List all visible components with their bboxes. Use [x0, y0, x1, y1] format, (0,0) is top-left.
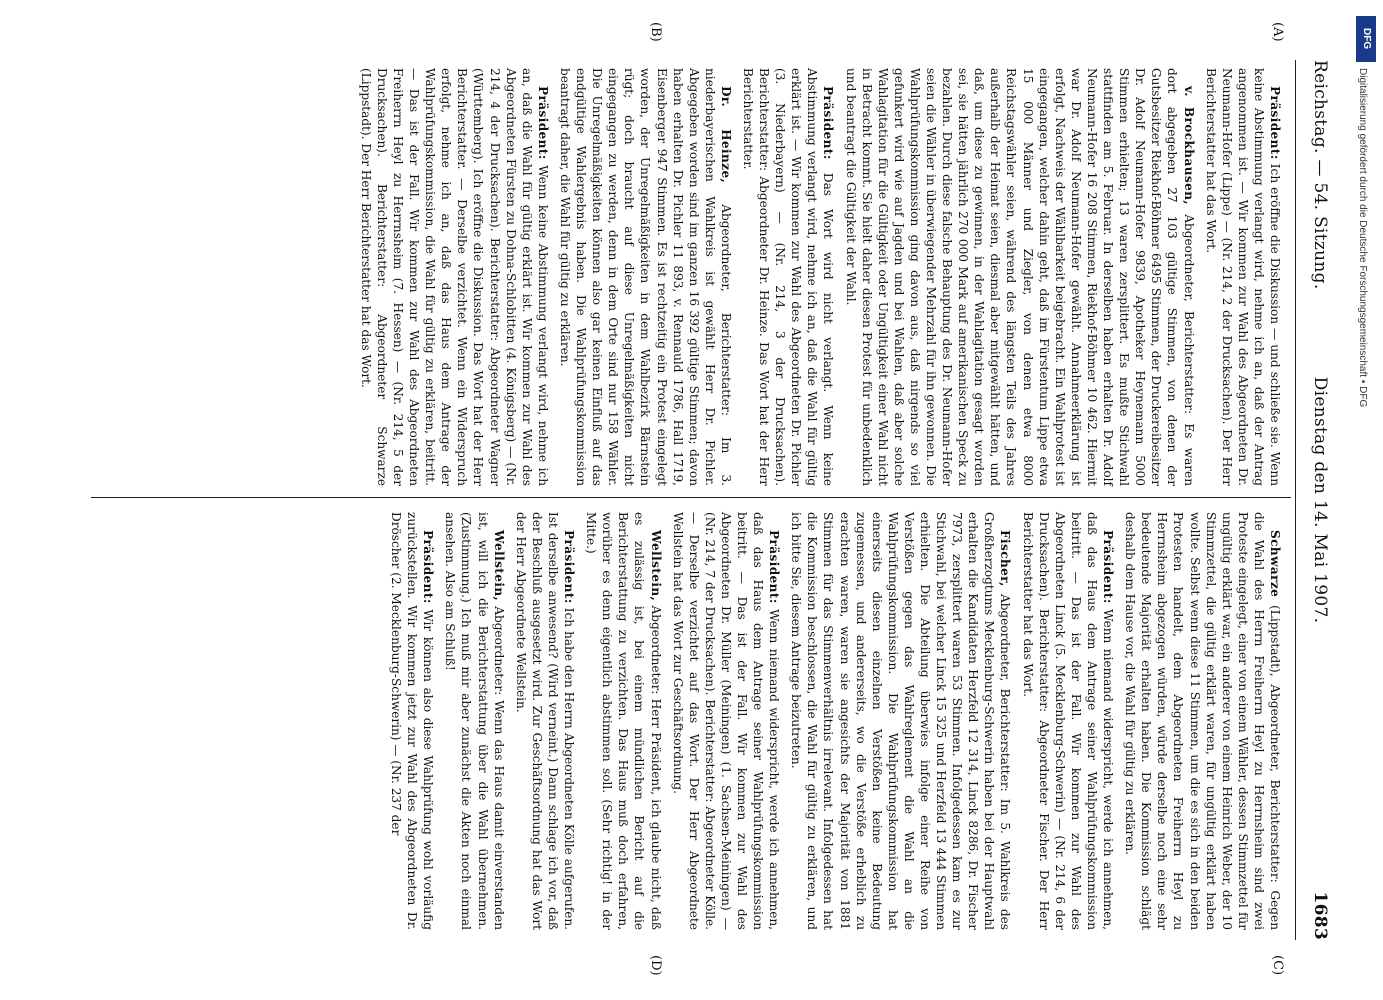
speaker-name: Fischer,: [998, 530, 1013, 587]
paragraph-text: Wenn niemand widerspricht, werde ich annehmen, daß das Haus dem Antrage seiner Wahlprüfungskommission beitritt. — Das ist der Fall. Wir kommen zur Wahl des Abgeordneten Linck (5. Mecklenburg-Schwerin) — (Nr. 214, 6 der Drucksachen). Berichterstatter: Abgeordneter Fischer. Der Herr Berichterstatter hat das Wort.: [1020, 512, 1116, 930]
paragraph: [358, 68, 551, 486]
speaker-name: Präsident:: [562, 530, 577, 604]
paragraph: [1122, 512, 1283, 930]
digitization-credit: [1353, 8, 1379, 998]
paragraph-text: Abgeordneter, Berichterstatter: Es waren dort abgegeben 27 103 gültige Stimmen, von denen der Gutsbesitzer Riekhof-Böhmer 6495 Stimmen, der Druckereibesitzer Dr. Adolf Neumann-Hofer 9839, Apotheker Heynemann 5000 Stimmen erhielten; 13 waren zersplittert. Es mußte Stichwahl stattfinden am 5. Februar. In derselben haben erhalten Dr. Adolf Neumann-Hofer 16 208 Stimmen, Riekhof-Böhmer 10 462. Hiermit war Dr. Adolf Neumann-Hofer gewählt. Annahmeerklärung ist erfolgt, Nachweis der Wählbarkeit beigebracht. Ein Wahlprotest ist eingegangen, welcher dahin geht, daß im Fürstentum Lippe etwa 15 000 Männer und Ziegler, von denen etwa 8000 Reichstagswähler seien, während des längsten Teils des Jahres außerhalb der Heimat seien, diesmal aber mitgewählt hätten, und daß, um diese zu gewinnen, in der Wahlagitation gesagt worden sei, sie hätten jährlich 270 000 Mark auf amerikanischen Speck zu bezahlen. Durch diese falsche Behauptung des Dr. Neumann-Hofer seien die Wähler in überwiegender Mehrzahl für ihn gewonnen. Die Wahlprüfungskommission ging davon aus, daß nirgends so viel gefunkert wird wie auf Jagden und bei Wahlen, daß aber solche Wahlagitation für die Gültigkeit oder Ungültigkeit einer Wahl nicht in Betracht kommt. Sie hielt daher diesen Protest für unbedenklich und beantragt die Gültigkeit der Wahl.: [843, 68, 1196, 487]
paragraph: [1203, 68, 1283, 486]
dfg-logo: DFG: [1356, 16, 1376, 62]
speaker-name: Schwarze: [1268, 530, 1282, 598]
paragraph-text: Abgeordneter: Wenn das Haus damit einverstanden ist, will ich die Berichterstattung über die Wahl übernehmen. (Zustimmung.) Ich muß mir aber zunächst die Akten noch einmal ansehen. Also am Schluß!: [443, 512, 506, 930]
paragraph: [670, 512, 783, 930]
speaker-name: Wellstein,: [491, 530, 506, 602]
paragraph: [583, 512, 663, 930]
paragraph-text: Wenn keine Abstimmung verlangt wird, nehme ich an, daß die Wahl für gültig erklärt ist. Wir kommen zur Wahl des Abgeordneten Fürsten zu Dohna-Schlobitten (4. Königsberg) — (Nr. 214, 4 der Drucksachen). Berichterstatter: Abgeordneter Wagner (Württemberg). Ich eröffne die Diskussion. Das Wort hat der Herr Berichterstatter. — Derselbe verzichtet. Wenn ein Widerspruch erfolgt, nehme ich an, daß das Haus dem Antrage der Wahlprüfungskommission, die Wahl für gültig zu erklären, beitritt. — Das ist der Fall. Wir kommen zur Wahl des Abgeordneten Freiherrn Heyl zu Herrnsheim (7. Hessen) — (Nr. 214, 5 der Drucksachen). Berichterstatter: Abgeordneter Schwarze (Lippstadt). Der Herr Berichterstatter hat das Wort.: [358, 68, 550, 486]
header-left: Reichstag. — 54. Sitzung.: [1310, 60, 1330, 290]
paragraph: [788, 512, 1013, 930]
paragraph-text: Ich habe den Herrn Abgeordneten Kölle aufgerufen. Ist derselbe anwesend? (Wird verneint.) Dann schlage ich vor, daß der Beschluß ausgesetzt wird. Zur Geschäftsordnung hat das Wort der Herr Abgeordnete Wellstein.: [513, 512, 577, 930]
margin-marker-b: (B): [648, 22, 663, 42]
right-column: [388, 512, 1283, 930]
paragraph: [557, 68, 734, 486]
header-date: Dienstag den 14. Mai 1907.: [1310, 376, 1330, 624]
speaker-name: Präsident:: [767, 530, 782, 604]
paragraph: [442, 512, 506, 930]
paragraph-text: Abgeordneter, Berichterstatter: Im 3. niederbayerischen Wahlkreis ist gewählt Herr Dr. Pichler. Abgegeben worden sind im ganzen 16 392 gültige Stimmen; davon haben erhalten Dr. Pichler 11 893, v. Rennauld 1786, Hall 1719, Eisenberger 947 Stimmen. Es ist rechtzeitig ein Protest eingelegt worden, der Unregelmäßigkeiten in dem Wahlbezirk Bärnstein rügt; doch braucht auf diese Unregelmäßigkeiten nicht eingegangen zu werden, denn in dem Orte sind nur 158 Wähler. Die Unregelmäßigkeiten können also gar keinen Einfluß auf das endgültige Wahlergebnis haben. Die Wahlprüfungskommission beantragt daher, die Wahl für gültig zu erklären.: [557, 68, 733, 486]
margin-marker-c: (C): [1270, 955, 1285, 976]
paragraph: [513, 512, 577, 930]
column-divider: [91, 497, 1291, 498]
speaker-name: v. Brockhausen,: [1181, 86, 1196, 206]
paragraph-text: Wir können also diese Wahlprüfung wohl vorläufig zurückstellen. Wir kommen jetzt zur Wahl des Abgeordneten Dr. Dröscher (2. Mecklenburg-Schwerin) — (Nr. 237 der: [389, 512, 436, 930]
paragraph: [842, 68, 1196, 486]
page-header: [1298, 60, 1338, 940]
margin-marker-d: (D): [648, 955, 663, 976]
paragraph-text: Das Wort wird nicht verlangt. Wenn keine Abstimmung verlangt wird, nehme ich an, daß die Wahl für gültig erklärt ist. — Wir kommen zur Wahl des Abgeordneten Dr. Pichler (3. Niederbayern) — (Nr. 214, 3 der Drucksachen). Berichterstatter: Abgeordneter Dr. Heinze. Das Wort hat der Herr Berichterstatter.: [741, 68, 836, 486]
paragraph-text: Wenn niemand widerspricht, werde ich annehmen, daß das Haus dem Antrage seiner Wahlprüfungskommission beitritt. — Das ist der Fall. Wir kommen zur Wahl des Abgeordneten Dr. Müller (Meiningen) (1. Sachsen-Meiningen) — (Nr. 214, 7 der Drucksachen). Berichterstatter: Abgeordneter Kölle. — Derselbe verzichtet auf das Wort. Der Herr Abgeordnete Wellstein hat das Wort zur Geschäftsordnung.: [670, 512, 782, 930]
credit-text: Digitalisierung gefördert durch die Deutsche Forschungsgemeinschaft • DFG: [1357, 68, 1368, 408]
left-column: [358, 68, 1283, 486]
paragraph-text: Abgeordneter: Herr Präsident, ich glaube nicht, daß es zulässig ist, bei einem mündlichen Bericht auf die Berichterstattung zu verzichten. Das Haus muß doch erfahren, worüber es denn eigentlich abstimmen soll. (Sehr richtig! in der Mitte.): [584, 512, 663, 930]
header-rule: [1295, 60, 1296, 940]
speaker-name: Präsident:: [1101, 530, 1116, 604]
paragraph: [740, 68, 837, 486]
paragraph-text: Ich eröffne die Diskussion — und schließe sie. Wenn keine Abstimmung verlangt wird, nehme ich an, daß der Antrag angenommen ist. — Wir kommen zur Wahl des Abgeordneten Dr. Neumann-Hofer (Lippe) — (Nr. 214, 2 der Drucksachen). Der Herr Berichterstatter hat das Wort.: [1203, 68, 1282, 486]
paragraph-text: (Lippstadt), Abgeordneter, Berichterstatter: Gegen die Wahl des Herrn Freiherrn Heyl zu Herrnsheim sind zwei Proteste eingelegt, einer von einem Wähler, dessen Stimmzettel für ungültig erklärt war, ein anderer von einem Heinrich Weber, der 10 Stimmzettel, die gültig erklärt waren, für ungültig erklärt haben wollte. Selbst wenn diese 11 Stimmen, um die es sich in den beiden Protesten handelt, dem Abgeordneten Freiherrn Heyl zu Herrnsheim abgezogen würden, würde derselbe noch eine sehr bedeutende Majorität erhalten haben. Die Kommission schlägt deshalb dem Hause vor, die Wahl für gültig zu erklären.: [1123, 512, 1282, 930]
speaker-name: Präsident:: [821, 86, 836, 160]
paragraph: [388, 512, 436, 930]
paragraph: [1020, 512, 1117, 930]
speaker-name: Präsident:: [1268, 86, 1282, 160]
speaker-name: Wellstein,: [648, 530, 663, 602]
speaker-name: Präsident:: [421, 530, 436, 604]
speaker-name: Dr. Heinze,: [718, 86, 733, 184]
speaker-name: Präsident:: [535, 86, 550, 160]
paragraph-text: Abgeordneter, Berichterstatter: Im 5. Wahlkreis des Großherzogtums Mecklenburg-Schwerin haben bei der Hauptwahl erhalten die Kandidaten Herzfeld 12 314, Linck 8286, Dr. Fischer 7973, zersplittert waren 53 Stimmen. Infolgedessen kam es zur Stichwahl, bei welcher Linck 15 325 und Herzfeld 13 444 Stimmen erhielten. Die Abteilung überwies infolge einer Reihe von Verstößen gegen das Wahlreglement die Wahl an die Wahlprüfungskommission. Die Wahlprüfungskommission hat einerseits diesen einzelnen Verstößen keine Bedeutung zugemessen, und andererseits, wo die Verstöße erheblich zu erachten waren, waren sie angesichts der Majorität von 1881 Stimmen für das Stimmenverhältnis irrelevant. Infolgedessen hat die Kommission beschlossen, die Wahl für gültig zu erklären, und ich bitte Sie, diesem Antrage beizutreten.: [789, 512, 1013, 930]
margin-marker-a: (A): [1270, 22, 1285, 42]
page-number: 1683: [1310, 891, 1330, 940]
